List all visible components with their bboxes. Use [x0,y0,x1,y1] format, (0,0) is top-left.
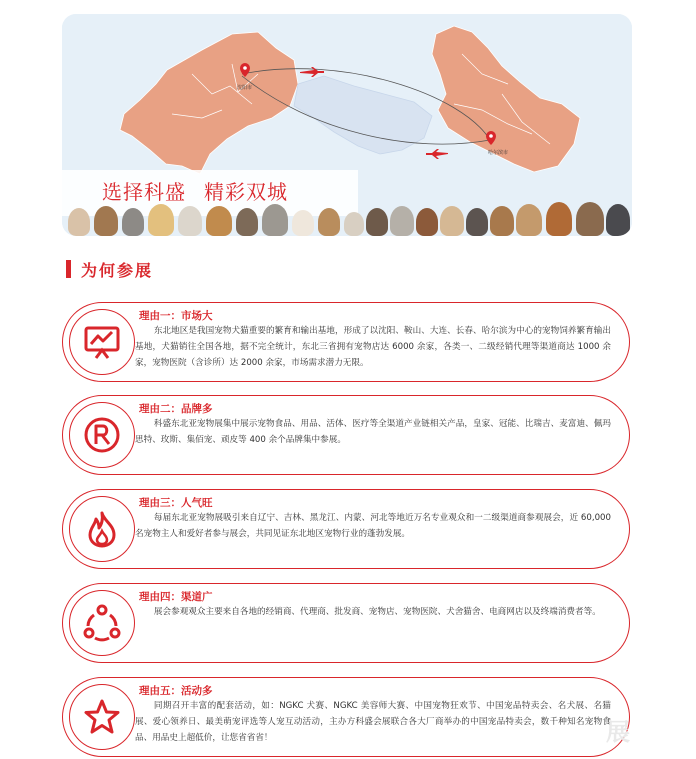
slogan-left: 选择科盛 [102,180,186,204]
reason-body: 每届东北亚宠物展吸引来自辽宁、吉林、黑龙江、内蒙、河北等地近万名专业观众和一二级渠道商参观展会，近 60,000 名宠物主人和爱好者参与展会，共同见证东北地区宠物行业的蓬勃发展。 [135,513,611,539]
reason-icon-ring [69,402,135,468]
pet-photo [390,206,414,236]
pet-photo [466,208,488,236]
reason-card-activities [62,677,630,757]
pets-strip [62,202,632,236]
pet-photo [236,208,258,236]
reason-body: 科盛东北亚宠物展集中展示宠物食品、用品、活体、医疗等全渠道产业链相关产品，皇家、冠能、比瑞吉、麦富迪、佩玛思特、玫斯、集佰宠、顽皮等 400 余个品牌集中参展。 [135,419,611,445]
star-icon [82,697,122,737]
pet-photo [148,204,174,236]
pet-photo [318,208,340,236]
reason-heading: 理由一：市场大 [139,310,213,322]
chart-screen-icon [82,322,122,362]
pet-photo [416,208,438,236]
city-label-shenyang: 沈阳市 [237,85,253,91]
hero-banner [62,14,632,236]
pet-photo [94,206,118,236]
pet-photo [122,208,144,236]
pet-photo [262,204,288,236]
pet-photo [440,206,464,236]
reason-heading: 理由四：渠道广 [139,591,213,603]
reason-body: 同期召开丰富的配套活动，如：NGKC 犬赛、NGKC 美容师大赛、中国宠物狂欢节、中国宠品特卖会、名犬展、名猫展、爱心领养日、最美萌宠评选等人宠互动活动，主办方科盛会展联合各大厂商举办的中国宠品特卖会，数千种知名宠物食品、用品史上超低价，让您省省省！ [135,701,611,743]
reason-icon-ring [69,684,135,750]
section-title [66,258,153,280]
pet-photo [546,202,572,236]
pet-photo [292,210,314,236]
pet-photo [490,206,514,236]
reason-body: 展会参观观众主要来自各地的经销商、代理商、批发商、宠物店、宠物医院、犬舍猫舍、电商网店以及终端消费者等。 [153,607,601,617]
pet-photo [366,208,388,236]
pet-photo [516,204,542,236]
pet-photo [344,212,364,236]
reason-icon-ring [69,309,135,375]
pet-photo [206,206,232,236]
registered-mark-icon [82,415,122,455]
section-title-bar [66,260,71,278]
slogan-right: 精彩双城 [204,180,288,204]
banner-slogan [102,176,288,205]
pet-photo [68,208,90,236]
watermark: 展 [606,718,632,746]
pet-photo [606,204,630,236]
section-title-text: 为何参展 [81,260,154,280]
reason-card-market [62,302,630,382]
reason-icon-ring [69,590,135,656]
reason-heading: 理由五：活动多 [139,685,213,697]
reason-body: 东北地区是我国宠物犬猫重要的繁育和输出基地，形成了以沈阳、鞍山、大连、长春、哈尔滨为中心的宠物饲养繁育输出基地，犬猫销往全国各地，据不完全统计，东北三省拥有宠物店达 6000 余家，各类一、二级经销代理等渠道商达 1000 余家，宠物医院（含诊所）达 2000 余家，市场需求潜力无限。 [135,326,611,368]
reason-heading: 理由三：人气旺 [139,497,213,509]
reason-icon-ring [69,496,135,562]
reason-card-popularity [62,489,630,569]
pet-photo [576,202,604,236]
reason-card-brands [62,395,630,475]
network-cycle-icon [82,603,122,643]
reason-card-channels [62,583,630,663]
city-label-harbin: 哈尔滨市 [488,150,509,156]
flame-icon [82,509,122,549]
pet-photo [178,206,202,236]
reason-heading: 理由二：品牌多 [139,403,213,415]
